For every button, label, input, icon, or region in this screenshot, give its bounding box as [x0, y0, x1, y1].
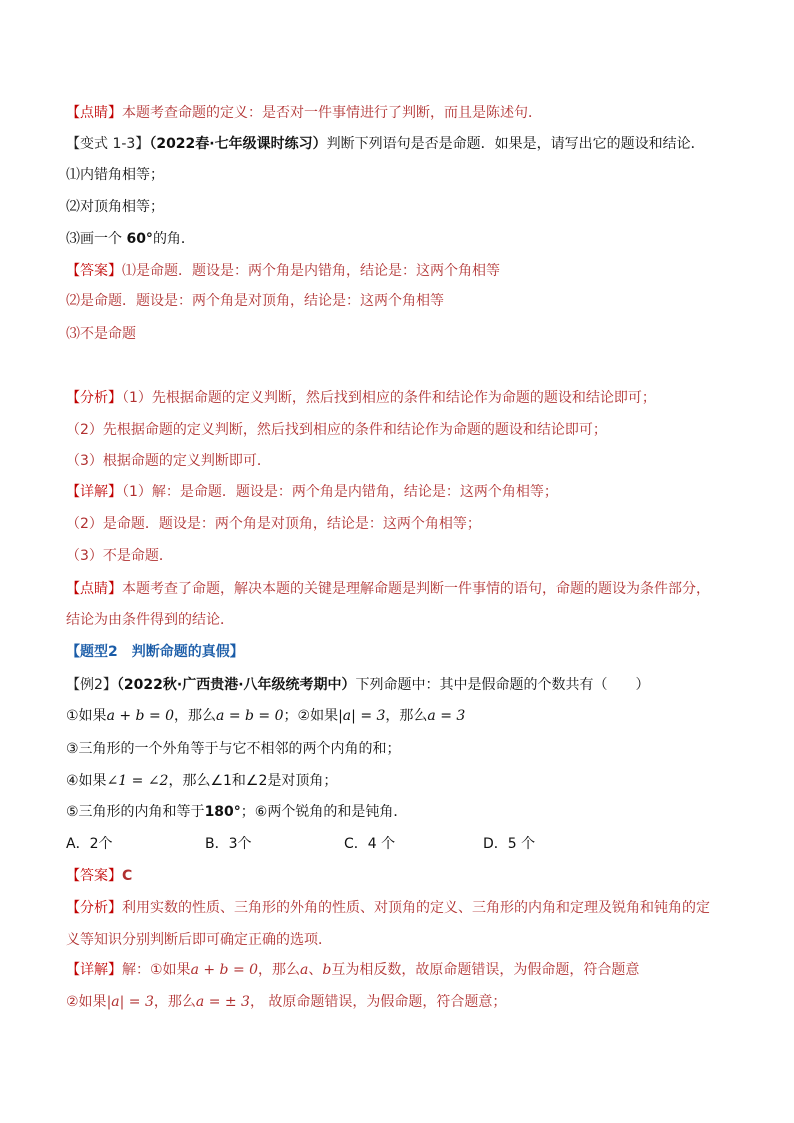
statement-3: ③三角形的一个外角等于与它不相邻的两个内角的和； [66, 741, 401, 757]
tip-label: 【点睛】 [66, 105, 122, 121]
option-d: D．5 个 [483, 836, 536, 852]
answer-line-2: ⑵是命题．题设是：两个角是对顶角，结论是：这两个角相等 [66, 293, 444, 309]
tip2-line-2: 结论为由条件得到的结论． [66, 612, 234, 628]
answer2-line: 【答案】C [66, 868, 133, 884]
analysis-line-3: （3）根据命题的定义判断即可． [66, 453, 271, 469]
option-a: A．2个 [66, 836, 113, 852]
example-label: 【例2】 [66, 677, 117, 693]
question-item-2: ⑵对顶角相等； [66, 199, 164, 215]
variant-heading: 【变式 1-3】（2022春·七年级课时练习）判断下列语句是否是命题．如果是，请写出它的题设和结论． [66, 136, 705, 152]
variant-label: 【变式 1-3】 [66, 136, 150, 152]
analysis-line-2: （2）先根据命题的定义判断，然后找到相应的条件和结论作为命题的题设和结论即可； [66, 422, 607, 438]
section-heading: 【题型2 判断命题的真假】 [66, 644, 244, 660]
analysis-label: 【分析】 [66, 900, 122, 916]
tip-label: 【点睛】 [66, 581, 122, 597]
option-b: B．3个 [205, 836, 252, 852]
statement-4: ④如果∠1 = ∠2，那么∠1和∠2是对顶角； [66, 773, 338, 789]
analysis-label: 【分析】 [66, 390, 122, 406]
answer-label: 【答案】 [66, 263, 122, 279]
analysis-line-1: 【分析】（1）先根据命题的定义判断，然后找到相应的条件和结论作为命题的题设和结论即可； [66, 390, 656, 406]
statement-5-6: ⑤三角形的内角和等于180°；⑥两个锐角的和是钝角． [66, 804, 408, 820]
question-item-3: ⑶画一个 60°的角． [66, 231, 195, 247]
analysis2-line-1: 【分析】利用实数的性质、三角形的外角的性质、对顶角的定义、三角形的内角和定理及锐角和钝角的定 [66, 900, 710, 916]
example-heading: 【例2】（2022秋·广西贵港·八年级统考期中）下列命题中：其中是假命题的个数共有（ ） [66, 677, 650, 693]
detail-label: 【详解】 [66, 962, 122, 978]
statement-1-2: ①如果a + b = 0，那么a = b = 0；②如果|a| = 3，那么a = 3 [66, 708, 466, 724]
option-c: C．4 个 [344, 836, 396, 852]
analysis2-line-2: 义等知识分别判断后即可确定正确的选项． [66, 932, 332, 948]
detail-line-2: （2）是命题．题设是：两个角是对顶角，结论是：这两个角相等； [66, 516, 481, 532]
detail-line-1: 【详解】（1）解：是命题．题设是：两个角是内错角，结论是：这两个角相等； [66, 484, 558, 500]
answer-line-3: ⑶不是命题 [66, 326, 136, 342]
detail2-line-1: 【详解】解：①如果a + b = 0，那么a、b互为相反数，故原命题错误，为假命题，符合题意 [66, 962, 640, 978]
options-row [66, 835, 622, 853]
detail2-line-2: ②如果|a| = 3，那么a = ± 3， 故原命题错误，为假命题，符合题意； [66, 994, 507, 1010]
tip-line: 【点睛】本题考查命题的定义：是否对一件事情进行了判断，而且是陈述句． [66, 105, 542, 121]
question-item-1: ⑴内错角相等； [66, 167, 164, 183]
tip2-line-1: 【点睛】本题考查了命题，解决本题的关键是理解命题是判断一件事情的语句，命题的题设为条件部分， [66, 581, 710, 597]
detail-line-3: （3）不是命题． [66, 548, 173, 564]
answer-label: 【答案】 [66, 868, 122, 884]
detail-label: 【详解】 [66, 484, 122, 500]
answer-line-1: 【答案】⑴是命题．题设是：两个角是内错角，结论是：这两个角相等 [66, 263, 500, 279]
